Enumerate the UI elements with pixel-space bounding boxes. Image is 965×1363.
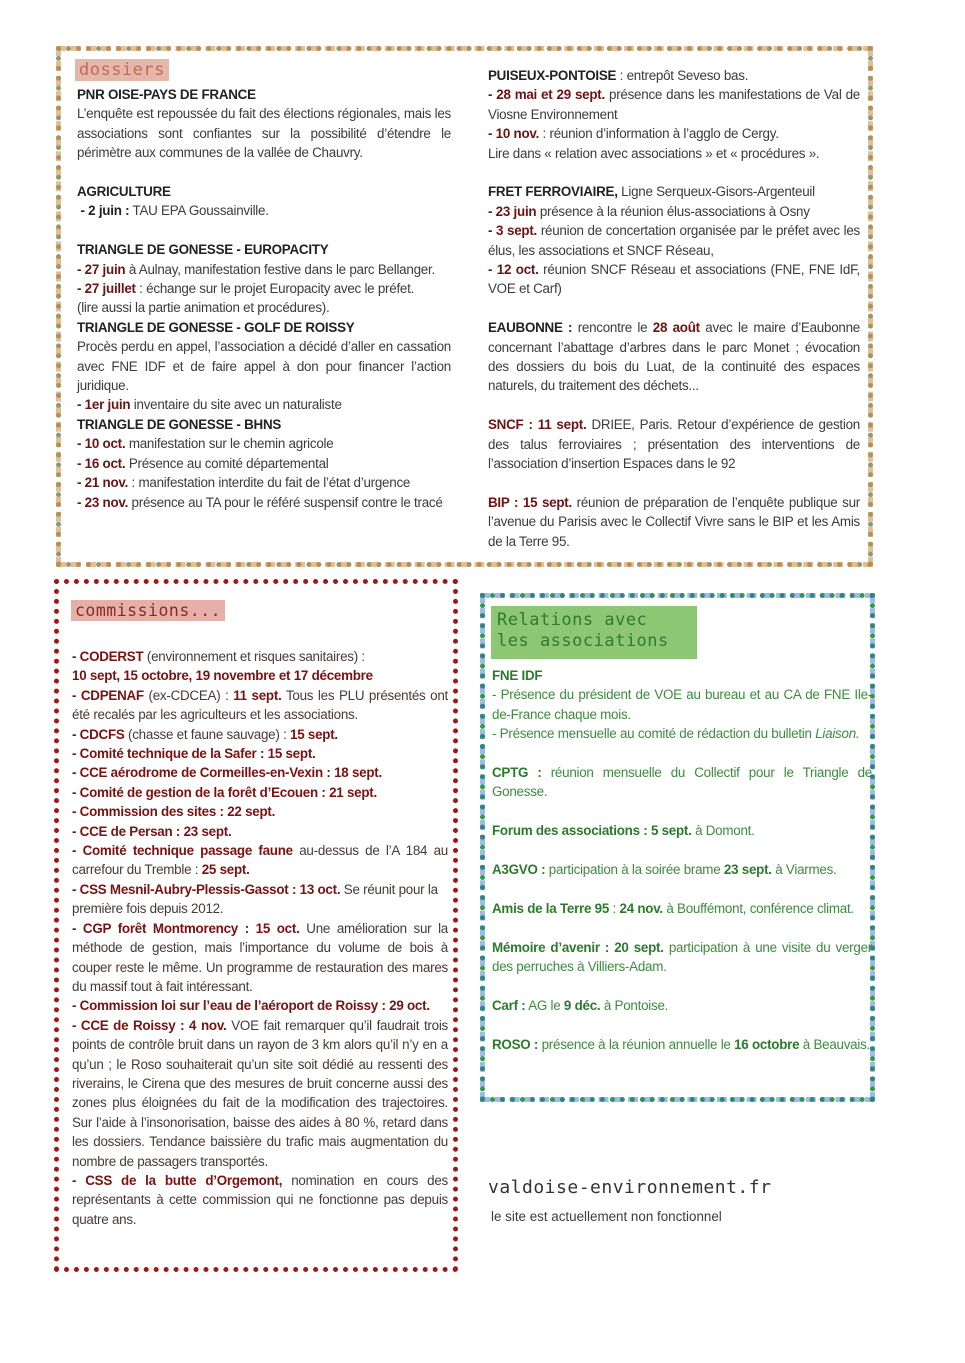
dossiers-left-column xyxy=(77,85,451,512)
pnr-title: PNR OISE-PAYS DE FRANCE xyxy=(77,87,256,102)
agri-item: - 2 juin : TAU EPA Goussainville. xyxy=(80,203,269,219)
relations-panel xyxy=(480,593,875,1102)
fret-item: - 12 oct. réunion SNCF Réseau et associations (FNE, FNE IdF, VOE et Carf) xyxy=(488,262,860,297)
fret-item: - 3 sept. réunion de concertation organisée par le préfet avec les élus, les associations et SNCF Réseau, xyxy=(488,223,860,258)
list-item: Amis de la Terre 95 : 24 nov. à Bouffémont, conférence climat. xyxy=(492,900,854,916)
bhns-item: - 21 nov. : manifestation interdite du fait de l’état d’urgence xyxy=(77,475,411,491)
list-item: - CSS Mesnil-Aubry-Plessis-Gassot : 13 oct. Se réunit pour la première fois depuis 2012. xyxy=(72,881,438,917)
puiseux-note: Lire dans « relation avec associations » et « procédures ». xyxy=(488,145,820,161)
list-item: - CDPENAF (ex-CDCEA) : 11 sept. Tous les PLU présentés ont été recalés par les agriculteurs et les associations. xyxy=(72,687,448,723)
tg-euro-title: TRIANGLE DE GONESSE - EUROPACITY xyxy=(77,242,329,258)
agri-title: AGRICULTURE xyxy=(77,184,171,200)
list-item: Forum des associations : 5 sept. à Domont. xyxy=(492,823,755,839)
list-item: - Comité de gestion de la forêt d’Ecouen : 21 sept. xyxy=(72,784,377,800)
list-item: - Commission des sites : 22 sept. xyxy=(72,804,276,820)
list-item: - Comité technique passage faune au-dessus de l’A 184 au carrefour du Tremble : 25 sept. xyxy=(72,843,448,878)
bhns-item: - 16 oct. Présence au comité départemental xyxy=(77,455,329,471)
bip-paragraph: BIP : 15 sept. réunion de préparation de l’enquête publique sur l’avenue du Parisis avec le Collectif Vivre sans le BIP et les Amis de la Terre 95. xyxy=(488,494,860,549)
website-link[interactable]: valdoise-environnement.fr xyxy=(488,1177,772,1198)
list-item: - CDCFS (chasse et faune sauvage) : 15 sept. xyxy=(72,726,338,742)
eaubonne-paragraph: EAUBONNE : rencontre le 28 août avec le maire d’Eaubonne concernant l’abattage d’arbres dans le parc Monet ; évocation des dossiers du bois du Luat, de la continuité des espaces naturels, du traitement des déchets... xyxy=(488,320,860,394)
commissions-list xyxy=(72,647,448,1229)
list-item: - CCE de Roissy : 4 nov. VOE fait remarquer qu’il faudrait trois points de contrôle bruit dans un rayon de 3 km alors qu’il n’y en a qu’un ; le Roso souhaiterait qu’un site soit dédié au ressenti des riverains, le Cirena que des mesures de bruit concerne aussi des zones plus éloignées du fait de la modification des trajectoires. Sur l’aide à l’insonorisation, baisse des aides à 80 %, retard dans les dossiers. Tendance baissière du trafic mais augmentation du nombre de passagers transportés. xyxy=(72,1017,449,1169)
list-item: - Présence mensuelle au comité de rédaction du bulletin Liaison. xyxy=(492,726,860,742)
dossiers-right-column xyxy=(488,66,860,551)
website-note: le site est actuellement non fonctionnel xyxy=(491,1209,722,1224)
puiseux-line: PUISEUX-PONTOISE : entrepôt Seveso bas. xyxy=(488,68,749,83)
commissions-heading: commissions... xyxy=(71,600,225,621)
list-item: - CSS de la butte d’Orgemont, nomination en cours des représentants à cette commission qui ne fonctionne pas depuis quatre ans. xyxy=(72,1172,448,1227)
dossiers-panel xyxy=(56,46,873,567)
tg-golf-text: Procès perdu en appel, l’association a décidé d’aller en cassation avec FNE IDF et de faire appel à don pour financer l’action juridique. xyxy=(77,339,451,394)
fne-title: FNE IDF xyxy=(492,668,543,683)
relations-list xyxy=(492,666,872,1054)
tg-bhns-title: TRIANGLE DE GONESSE - BHNS xyxy=(77,416,282,432)
tg-euro-note: (lire aussi la partie animation et procédures). xyxy=(77,300,330,316)
list-item: ROSO : présence à la réunion annuelle le 16 octobre à Beauvais. xyxy=(492,1036,871,1052)
sncf-paragraph: SNCF : 11 sept. DRIEE, Paris. Retour d’expérience de gestion des talus ferroviaires ; présentation des interventions de l’association d’insertion Espaces dans le 92 xyxy=(488,417,860,472)
list-item: - CGP forêt Montmorency : 15 oct. Une amélioration sur la méthode de gestion, mais l’importance du volume de bois à couper reste le même. Un programme de restauration des mares du massif tout à fait intéressant. xyxy=(72,920,449,994)
list-item: Mémoire d’avenir : 20 sept. participation à une visite du verger des perruches à Villiers-Adam. xyxy=(492,939,872,975)
list-item: - Présence du président de VOE au bureau et au CA de FNE Ile-de-France chaque mois. xyxy=(492,687,872,722)
list-item: - CCE aérodrome de Cormeilles-en-Vexin : 18 sept. xyxy=(72,765,382,781)
fret-line: FRET FERROVIAIRE, Ligne Serqueux-Gisors-Argenteuil xyxy=(488,184,815,200)
list-item: A3GVO : participation à la soirée brame 23 sept. à Viarmes. xyxy=(492,862,837,878)
list-item: - CODERST (environnement et risques sanitaires) : xyxy=(72,649,365,664)
tg-euro-item: - 27 juillet : échange sur le projet Europacity avec le préfet. xyxy=(77,281,415,297)
puiseux-item: - 28 mai et 29 sept. présence dans les manifestations de Val de Viosne Environnement xyxy=(488,87,860,122)
relations-heading: Relations avec les associations xyxy=(491,606,697,659)
pnr-text: L’enquête est repoussée du fait des élections régionales, mais les associations sont confiantes sur la possibilité d’étendre le périmètre aux communes de la vallée de Chauvry. xyxy=(77,106,451,161)
tg-golf-title: TRIANGLE DE GONESSE - GOLF DE ROISSY xyxy=(77,319,355,335)
list-item: CPTG : réunion mensuelle du Collectif pour le Triangle de Gonesse. xyxy=(492,765,872,800)
tg-euro-item: - 27 juin à Aulnay, manifestation festive dans le parc Bellanger. xyxy=(77,261,435,277)
list-item: - Comité technique de la Safer : 15 sept. xyxy=(72,746,316,762)
fret-item: - 23 juin présence à la réunion élus-associations à Osny xyxy=(488,203,810,219)
list-item: 10 sept, 15 octobre, 19 novembre et 17 décembre xyxy=(72,668,373,684)
dossiers-heading: dossiers xyxy=(75,59,169,81)
bhns-item: - 10 oct. manifestation sur le chemin agricole xyxy=(77,436,334,452)
commissions-panel xyxy=(54,579,458,1272)
tg-golf-item: - 1er juin inventaire du site avec un naturaliste xyxy=(77,397,342,413)
list-item: Carf : AG le 9 déc. à Pontoise. xyxy=(492,997,669,1013)
list-item: - Commission loi sur l’eau de l’aéroport de Roissy : 29 oct. xyxy=(72,998,430,1014)
list-item: - CCE de Persan : 23 sept. xyxy=(72,823,232,839)
puiseux-item: - 10 nov. : réunion d’information à l’agglo de Cergy. xyxy=(488,126,779,142)
bhns-item: - 23 nov. présence au TA pour le référé suspensif contre le tracé xyxy=(77,494,443,510)
